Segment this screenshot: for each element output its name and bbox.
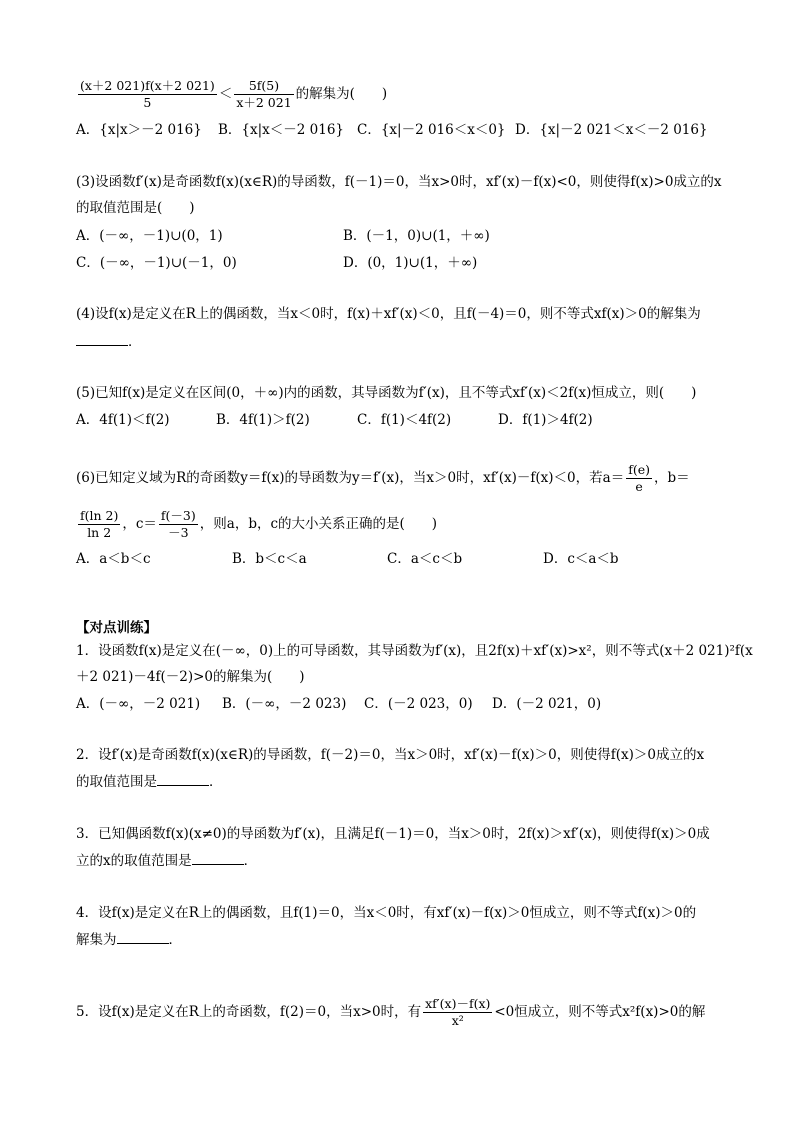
q5-option-c: C．f(1)＜4f(2) bbox=[357, 412, 452, 428]
q6-fraction-b bbox=[78, 508, 120, 541]
q3-option-b: B．(－1，0)∪(1，＋∞) bbox=[343, 228, 490, 244]
q6-c-label: ，c＝ bbox=[122, 516, 157, 532]
answer-blank bbox=[192, 852, 244, 865]
period: ． bbox=[168, 932, 182, 948]
less-than-sign: ＜ bbox=[218, 86, 233, 102]
answer-blank bbox=[157, 773, 209, 786]
fraction-numerator: (x＋2 021)f(x＋2 021) bbox=[80, 78, 215, 93]
practice-3-prefix: 立的x的取值范围是 bbox=[76, 853, 192, 869]
q4-text-line2 bbox=[76, 332, 142, 352]
q6-fraction-a bbox=[626, 462, 652, 495]
fraction-denominator: x² bbox=[451, 1013, 464, 1028]
q3-option-d: D．(0，1)∪(1，＋∞) bbox=[343, 255, 478, 271]
q2-fraction-right bbox=[234, 78, 293, 111]
fraction-numerator: f(e) bbox=[628, 462, 650, 477]
fraction-numerator: 5f(5) bbox=[234, 78, 293, 95]
fraction-denominator: 5 bbox=[143, 95, 152, 110]
q6-option-c: C．a＜c＜b bbox=[387, 551, 463, 567]
practice-5-fraction bbox=[423, 996, 492, 1029]
q6-text-line1 bbox=[76, 462, 690, 495]
q2-inequality-line bbox=[76, 78, 387, 111]
fraction-numerator: f(－3) bbox=[160, 508, 196, 523]
practice-2-line1: 2．设f′(x)是奇函数f(x)(x∈R)的导函数，f(－2)＝0，当x＞0时，xf′(x)－f(x)＞0，则使得f(x)＞0成立的x bbox=[76, 747, 705, 763]
q2-suffix: 的解集为( ) bbox=[295, 86, 388, 102]
q2-option-d: D．{x|－2 021＜x＜－2 016} bbox=[515, 122, 708, 138]
q5-text-line1: (5)已知f(x)是定义在区间(0，＋∞)内的函数，其导函数为f′(x)，且不等式xf′(x)＜2f(x)恒成立，则( ) bbox=[76, 385, 697, 401]
practice-2-line2 bbox=[76, 772, 223, 792]
practice-4-line1: 4．设f(x)是定义在R上的偶函数，且f(1)＝0，当x＜0时，有xf′(x)－f(x)＞0恒成立，则不等式f(x)＞0的 bbox=[76, 905, 697, 921]
practice-1-option-d: D．(－2 021，0) bbox=[492, 696, 602, 712]
fraction-denominator: e bbox=[635, 479, 643, 494]
fraction-numerator: f(ln 2) bbox=[80, 508, 119, 523]
q6-text-line2 bbox=[76, 508, 437, 541]
answer-blank bbox=[117, 931, 169, 944]
period: ． bbox=[128, 334, 142, 350]
q5-option-d: D．f(1)＞4f(2) bbox=[498, 412, 593, 428]
q6-statement: (6)已知定义域为R的奇函数y＝f(x)的导函数为y＝f′(x)，当x＞0时，xf′(x)－f(x)＜0，若a＝ bbox=[76, 470, 625, 486]
fraction-numerator: xf′(x)－f(x) bbox=[425, 996, 491, 1011]
q6-question: ，则a，b，c的大小关系正确的是( ) bbox=[199, 516, 438, 532]
q6-option-d: D．c＜a＜b bbox=[543, 551, 619, 567]
practice-1-option-c: C．(－2 023，0) bbox=[364, 696, 473, 712]
practice-5-prefix: 5．设f(x)是定义在R上的奇函数，f(2)＝0，当x>0时，有 bbox=[76, 1004, 422, 1020]
q2-option-b: B．{x|x＜－2 016} bbox=[218, 122, 345, 138]
q3-option-c: C．(－∞，－1)∪(－1，0) bbox=[76, 255, 237, 271]
q3-text-line2: 的取值范围是( ) bbox=[76, 200, 195, 216]
practice-3-line2 bbox=[76, 851, 257, 871]
q3-option-a: A．(－∞，－1)∪(0，1) bbox=[76, 228, 223, 244]
q5-option-b: B．4f(1)＞f(2) bbox=[216, 412, 310, 428]
q6-option-b: B．b＜c＜a bbox=[232, 551, 307, 567]
practice-3-line1: 3．已知偶函数f(x)(x≠0)的导函数为f′(x)，且满足f(－1)＝0，当x＞0时，2f(x)＞xf′(x)，则使得f(x)＞0成 bbox=[76, 826, 710, 842]
practice-1-line1: 1．设函数f(x)是定义在(－∞，0)上的可导函数，其导函数为f′(x)，且2f(x)＋xf′(x)>x²，则不等式(x＋2 021)²f(x bbox=[76, 643, 753, 659]
practice-1-option-a: A．(－∞，－2 021) bbox=[76, 696, 201, 712]
practice-5-suffix: <0恒成立，则不等式x²f(x)>0的解 bbox=[494, 1004, 706, 1020]
q6-b-label: ，b＝ bbox=[653, 470, 690, 486]
practice-1-line2: ＋2 021)－4f(－2)>0的解集为( ) bbox=[76, 669, 305, 685]
q4-text-line1: (4)设f(x)是定义在R上的偶函数，当x＜0时，f(x)＋xf′(x)＜0，且f(－4)＝0，则不等式xf(x)＞0的解集为 bbox=[76, 306, 701, 322]
q2-fraction-left bbox=[78, 78, 217, 111]
fraction-denominator: x＋2 021 bbox=[236, 95, 292, 110]
practice-5-line1 bbox=[76, 996, 705, 1029]
practice-heading: 【对点训练】 bbox=[76, 620, 157, 636]
answer-blank bbox=[76, 333, 128, 346]
q6-option-a: A．a＜b＜c bbox=[76, 551, 151, 567]
period: ． bbox=[209, 774, 223, 790]
practice-4-line2 bbox=[76, 930, 182, 950]
q5-option-a: A．4f(1)＜f(2) bbox=[76, 412, 170, 428]
fraction-denominator: －3 bbox=[168, 525, 189, 540]
q2-option-c: C．{x|－2 016＜x＜0} bbox=[357, 122, 506, 138]
practice-1-option-b: B．(－∞，－2 023) bbox=[222, 696, 347, 712]
q6-fraction-c bbox=[159, 508, 198, 541]
q3-text-line1: (3)设函数f′(x)是奇函数f(x)(x∈R)的导函数，f(－1)＝0，当x>0时，xf′(x)－f(x)<0，则使得f(x)>0成立的x bbox=[76, 174, 722, 190]
practice-2-prefix: 的取值范围是 bbox=[76, 774, 157, 790]
period: ． bbox=[243, 853, 258, 869]
practice-4-prefix: 解集为 bbox=[76, 932, 117, 948]
q2-option-a: A．{x|x＞－2 016} bbox=[76, 122, 202, 138]
fraction-denominator: ln 2 bbox=[87, 525, 112, 540]
